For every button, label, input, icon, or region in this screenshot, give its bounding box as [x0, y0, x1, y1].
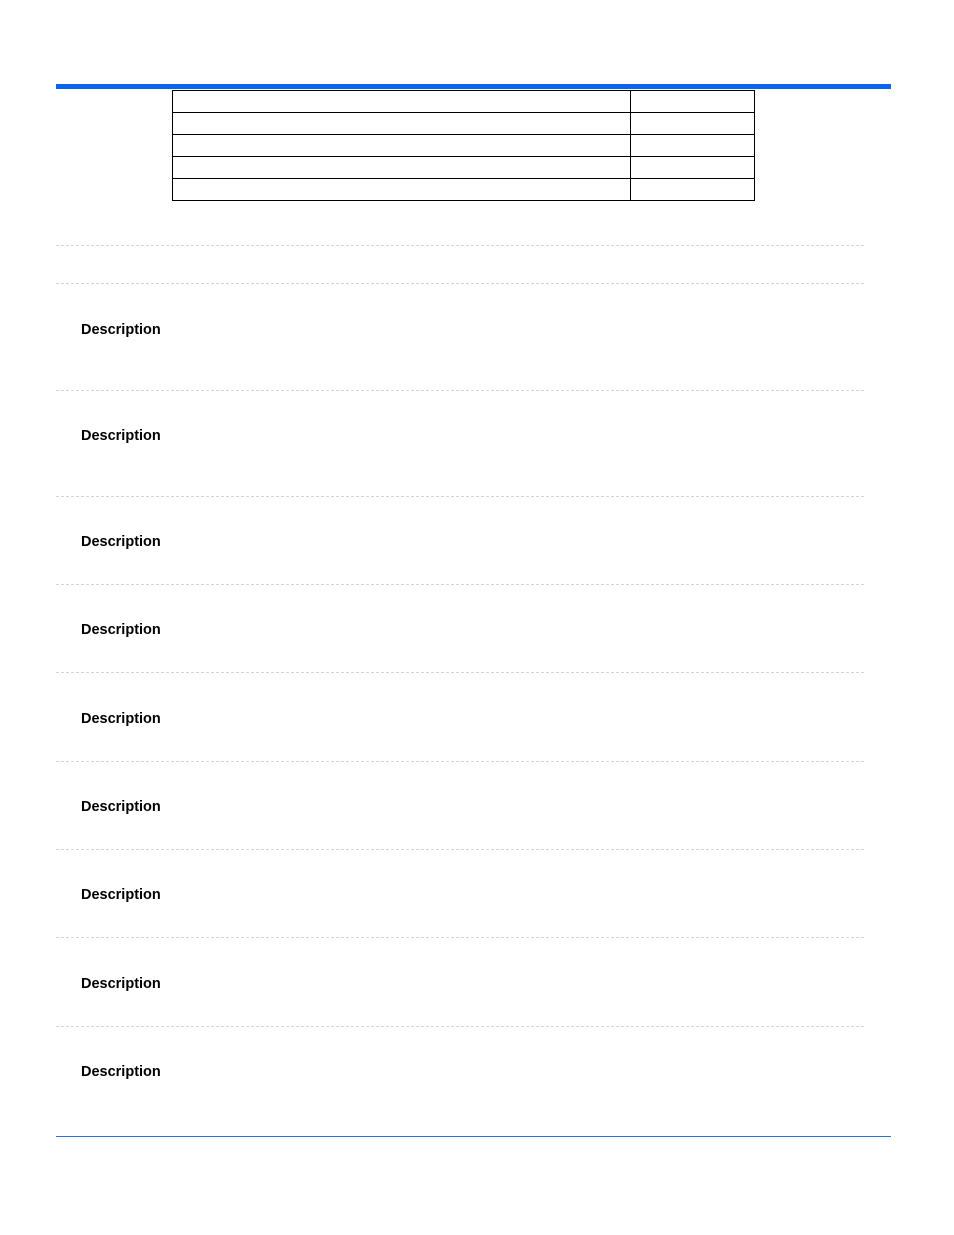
section-divider: [56, 672, 864, 673]
table-row: [173, 135, 755, 157]
table-cell-value: [631, 135, 755, 157]
section-description-label: Description: [81, 799, 161, 815]
summary-table: [172, 90, 755, 201]
table-cell-value: [631, 157, 755, 179]
section-description-label: Description: [81, 428, 161, 444]
header-accent-bar: [56, 84, 891, 89]
table-cell-name: [173, 179, 631, 201]
table-row: [173, 113, 755, 135]
table-cell-value: [631, 179, 755, 201]
section-description-label: Description: [81, 622, 161, 638]
table-cell-value: [631, 113, 755, 135]
table-cell-name: [173, 157, 631, 179]
table-cell-name: [173, 91, 631, 113]
table-cell-name: [173, 113, 631, 135]
section-description-label: Description: [81, 711, 161, 727]
section-divider: [56, 1026, 864, 1027]
table-row: [173, 157, 755, 179]
section-divider: [56, 761, 864, 762]
section-description-label: Description: [81, 322, 161, 338]
section-divider: [56, 283, 864, 284]
table-row: [173, 91, 755, 113]
section-divider: [56, 390, 864, 391]
section-divider: [56, 245, 864, 246]
footer-rule: [56, 1136, 891, 1137]
section-description-label: Description: [81, 976, 161, 992]
section-divider: [56, 849, 864, 850]
table-cell-name: [173, 135, 631, 157]
section-description-label: Description: [81, 534, 161, 550]
table-row: [173, 179, 755, 201]
section-description-label: Description: [81, 1064, 161, 1080]
section-description-label: Description: [81, 887, 161, 903]
section-divider: [56, 937, 864, 938]
table-cell-value: [631, 91, 755, 113]
section-divider: [56, 584, 864, 585]
section-divider: [56, 496, 864, 497]
